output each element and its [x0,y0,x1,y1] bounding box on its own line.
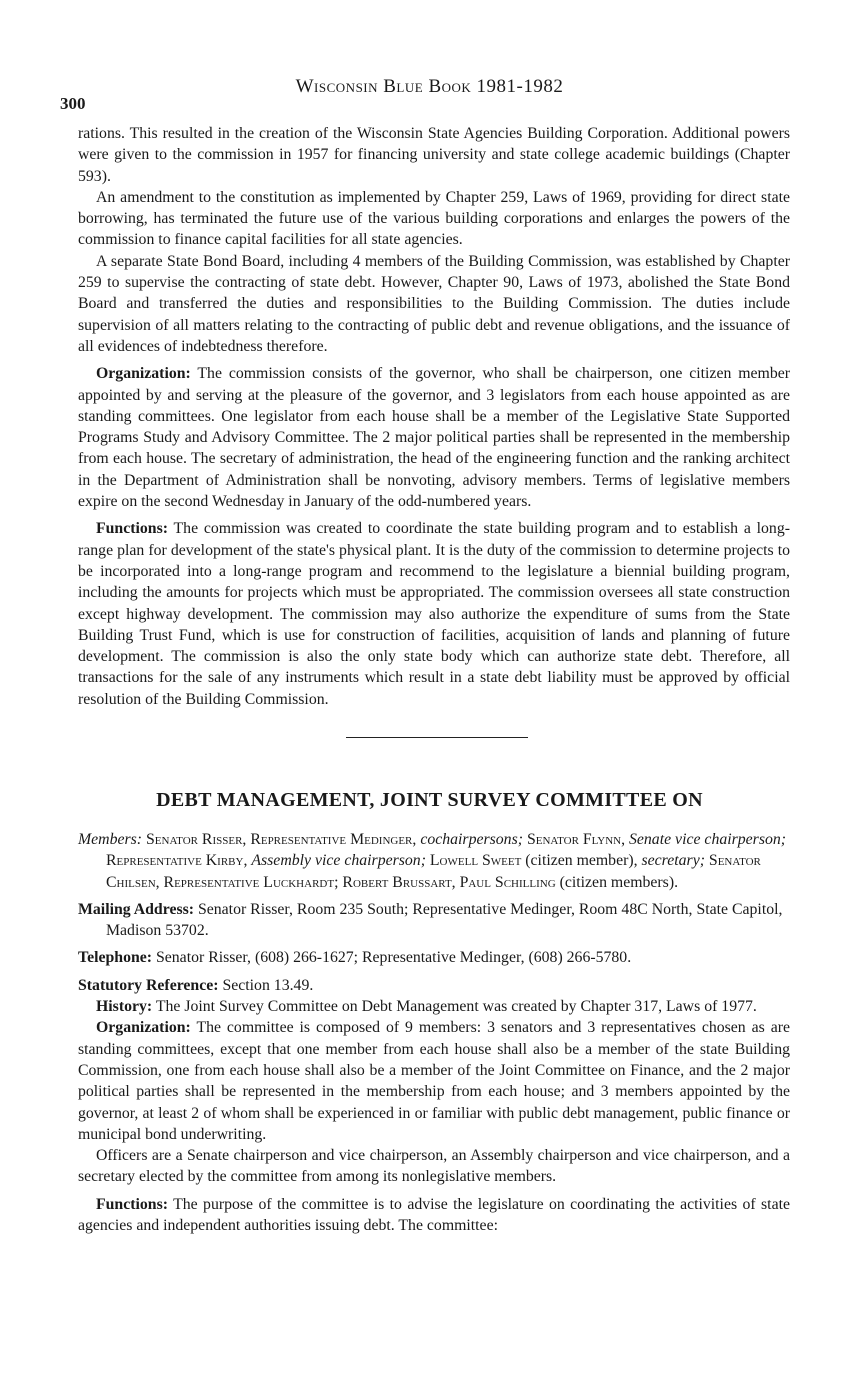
mailing-text: Senator Risser, Room 235 South; Representative Medinger, Room 48C North, State Capitol, Madison 53702. [106,900,783,940]
functions-label: Functions: [96,1195,168,1213]
paragraph-amendment: An amendment to the constitution as implemented by Chapter 259, Laws of 1969, providing for direct state borrowing, has terminated the future use of the various building corporations and enlarges the powers of the commission to finance capital facilities for all state agencies. [78,188,790,249]
telephone-label: Telephone: [78,949,153,967]
functions-text: The commission was created to coordinate the state building program and to establish a long-range plan for development of the state's physical plant. It is the duty of the commission to determine projects to be incorporated into a long-range program and recommend to the legislature a biennial building program, including the amounts for projects which must be appropriated. The commission oversees all state construction except highway development. The commission may also authorize the expenditure of sums from the State Building Trust Fund, which is use for construction of facilities, acquisition of lands and planning of future development. The commission is also the only state body which can authorize state debt. Therefore, all transactions for the sale of any instruments which result in a state debt liability must be approved by official resolution of the Building Commission. [78,520,790,708]
statutory-label: Statutory Reference: [78,976,219,994]
section-title: DEBT MANAGEMENT, JOINT SURVEY COMMITTEE ON [156,789,703,811]
organization-label: Organization: [96,365,191,383]
member-names: Senator Chilsen, Representative Luckhardt; Robert Brussart, Paul Schilling [106,852,761,891]
functions [78,1194,790,1237]
officers: Officers are a Senate chairperson and vice chairperson, an Assembly chairperson and vice chairperson, and a secretary elected by the committee from among its nonlegislative members. [78,1147,790,1186]
member-names: Lowell Sweet [429,852,522,870]
member-note: (citizen members). [559,873,679,891]
organization-label: Organization: [96,1019,191,1037]
members-entry [78,829,790,893]
telephone-text: Senator Risser, (608) 266-1627; Representative Medinger, (608) 266-5780. [155,949,632,967]
member-names: Senator Risser, Representative Medinger, [146,831,417,848]
organization-text: The commission consists of the governor, who shall be chairperson, one citizen member appointed by and serving at the pleasure of the governor, and 3 legislators from each house appointed as are standing committees. One legislator from each house shall be a member of the Legislative State Supported Programs Study and Advisory Committee. The 2 major political parties shall be represented in the membership from each house. The secretary of administration, the head of the engineering function and the ranking architect in the Department of Administration shall be nonvoting, advisory members. Terms of legislative members expire on the second Wednesday in January of the odd-numbered years. [78,365,790,511]
statutory-text: Section 13.49. [222,976,314,994]
functions-label: Functions: [96,520,168,538]
paragraph-bond-board: A separate State Bond Board, including 4 members of the Building Commission, was established by Chapter 259 to supervise the contracting of state debt. However, Chapter 90, Laws of 1973, abolished the State Bond Board and transferred the duties and responsibilities to the Building Commission. The duties include supervision of all matters relating to the contracting of public debt and revenue obligations, and the issuance of all evidences of indebtedness therefore. [78,252,790,355]
organization [78,1017,790,1145]
history [78,996,790,1017]
member-note: (citizen member), [525,852,638,870]
functions-text: The purpose of the committee is to advise the legislature on coordinating the activities of state agencies and independent authorities issuing debt. The committee: [78,1195,790,1235]
statutory-reference [78,975,790,996]
running-head-year: 1981-1982 [476,76,564,97]
member-role: secretary; [641,852,705,870]
debt-management-committee [78,829,790,1236]
telephone [78,947,790,968]
running-head [0,76,859,98]
building-commission-continued [78,123,790,710]
history-text: The Joint Survey Committee on Debt Management was created by Chapter 317, Laws of 1977. [155,998,757,1016]
organization-text: The committee is composed of 9 members: 3 senators and 3 representatives chosen as are standing committees, except that one member from each house shall also be a member of the state Building Commission, one from each house shall also be a member of the Joint Committee on Finance, and the 2 major political parties shall be represented in the membership from each house; and 3 members appointed by the governor, at least 2 of whom shall be experienced in or familiar with public debt management, public finance or municipal bond underwriting. [78,1019,791,1143]
section-divider [346,737,528,738]
mailing-label: Mailing Address: [78,900,195,918]
member-role: cochairpersons; [420,831,523,848]
page-number: 300 [60,94,86,113]
member-names: Senator Flynn, [526,831,626,848]
history-label: History: [96,998,153,1016]
member-role: Senate vice chairperson; [629,831,787,848]
member-role: Assembly vice chairperson; [251,852,426,870]
paragraph-organization [78,363,790,512]
running-head-title: Wisconsin Blue Book [295,76,472,97]
members-label: Members: [78,831,143,848]
paragraph-continuation: rations. This resulted in the creation of the Wisconsin State Agencies Building Corporation. Additional powers were given to the commission in 1957 for financing university and state college academic buildings (Chapter 593). [78,125,790,185]
member-names: Representative Kirby, [106,852,248,870]
mailing-address [78,899,790,942]
paragraph-functions [78,518,790,710]
